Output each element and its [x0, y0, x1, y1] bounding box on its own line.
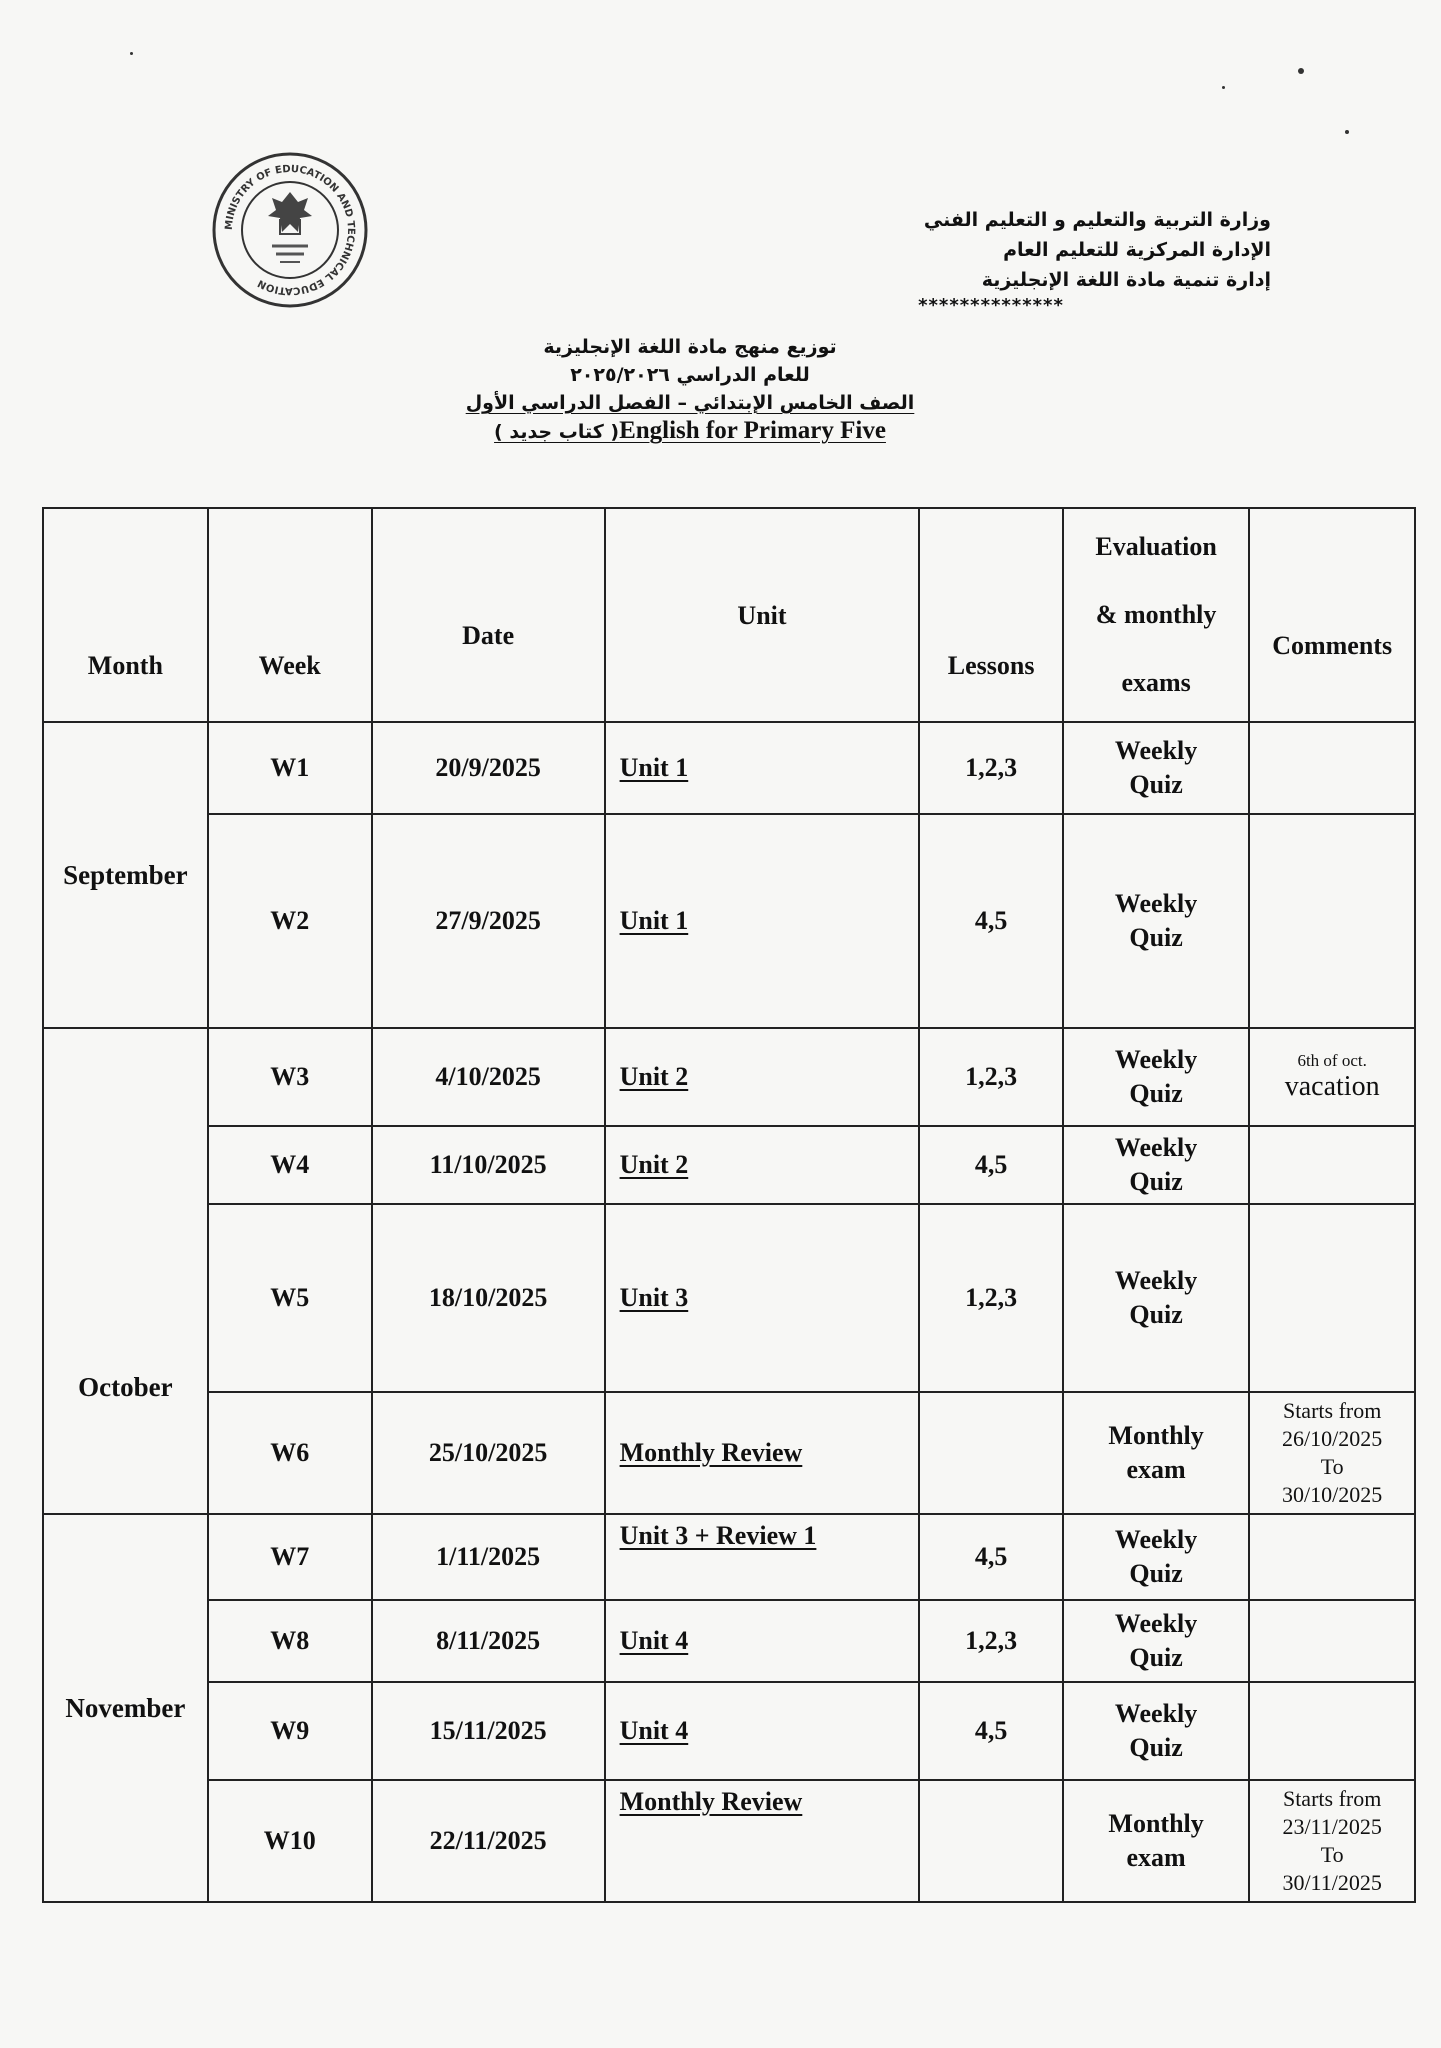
evaluation-line-1: Weekly	[1114, 1699, 1198, 1728]
comment-line-3: To	[1320, 1842, 1344, 1867]
evaluation-cell	[1063, 1600, 1249, 1682]
ministry-line-2: الإدارة المركزية للتعليم العام	[1003, 239, 1271, 261]
month-cell: November	[43, 1514, 208, 1902]
comment-cell	[1249, 1028, 1415, 1126]
evaluation-line-1: Weekly	[1114, 1266, 1198, 1295]
evaluation-cell	[1063, 1780, 1249, 1902]
evaluation-line-2: Quiz	[1129, 770, 1183, 799]
comment-cell	[1249, 722, 1415, 814]
date-cell: 1/11/2025	[372, 1514, 605, 1600]
unit-cell: Monthly Review	[605, 1780, 920, 1902]
unit-cell: Unit 2	[605, 1028, 920, 1126]
header-unit: Unit	[605, 508, 920, 722]
week-cell: W6	[208, 1392, 372, 1514]
week-cell: W3	[208, 1028, 372, 1126]
week-cell: W4	[208, 1126, 372, 1204]
week-cell: W1	[208, 722, 372, 814]
lessons-cell	[919, 1392, 1063, 1514]
evaluation-line-1: Weekly	[1114, 1609, 1198, 1638]
week-cell: W5	[208, 1204, 372, 1392]
title-book-note: ( كتاب جديد )	[494, 421, 620, 443]
title-line-3: الصف الخامس الإبتدائي – الفصل الدراسي الأول	[465, 392, 915, 414]
unit-cell: Unit 1	[605, 722, 920, 814]
table-row	[43, 722, 1415, 814]
evaluation-line-1: Weekly	[1114, 1045, 1198, 1074]
comment-cell	[1249, 1682, 1415, 1780]
evaluation-cell	[1063, 814, 1249, 1028]
table-row	[43, 1126, 1415, 1204]
evaluation-line-1: Weekly	[1114, 889, 1198, 918]
comment-cell	[1249, 814, 1415, 1028]
date-cell: 20/9/2025	[372, 722, 605, 814]
evaluation-cell	[1063, 1392, 1249, 1514]
comment-line-2: vacation	[1284, 1071, 1380, 1102]
scan-speck	[130, 52, 133, 55]
date-cell: 22/11/2025	[372, 1780, 605, 1902]
evaluation-line-1: Weekly	[1114, 1525, 1198, 1554]
comment-cell	[1249, 1392, 1415, 1514]
evaluation-line-1: Weekly	[1114, 736, 1198, 765]
date-cell: 25/10/2025	[372, 1392, 605, 1514]
lessons-cell: 4,5	[919, 814, 1063, 1028]
date-cell: 18/10/2025	[372, 1204, 605, 1392]
header-lessons: Lessons	[919, 508, 1063, 722]
week-cell: W10	[208, 1780, 372, 1902]
ministry-line-1: وزارة التربية والتعليم و التعليم الفني	[923, 209, 1271, 231]
comment-cell	[1249, 1514, 1415, 1600]
evaluation-cell	[1063, 1126, 1249, 1204]
evaluation-line-2: Quiz	[1129, 1733, 1183, 1762]
evaluation-line-2: Quiz	[1129, 1643, 1183, 1672]
date-cell: 11/10/2025	[372, 1126, 605, 1204]
evaluation-line-2: Quiz	[1129, 1079, 1183, 1108]
week-cell: W2	[208, 814, 372, 1028]
title-line-4	[380, 417, 1000, 446]
table-row	[43, 1780, 1415, 1902]
seal-text: MINISTRY OF EDUCATION AND TECHNICAL EDUCATION	[223, 163, 357, 297]
comment-line-2: 26/10/2025	[1282, 1426, 1383, 1451]
comment-cell	[1249, 1780, 1415, 1902]
evaluation-line-2: Quiz	[1129, 1559, 1183, 1588]
date-cell: 15/11/2025	[372, 1682, 605, 1780]
lessons-cell: 4,5	[919, 1682, 1063, 1780]
table-row	[43, 1028, 1415, 1126]
lessons-cell: 1,2,3	[919, 1600, 1063, 1682]
unit-cell: Unit 2	[605, 1126, 920, 1204]
comment-line-1: Starts from	[1282, 1398, 1382, 1423]
table-header-row	[43, 508, 1415, 722]
unit-cell: Unit 4	[605, 1682, 920, 1780]
document-title	[380, 333, 1000, 446]
evaluation-cell	[1063, 1682, 1249, 1780]
header-month: Month	[43, 508, 208, 722]
unit-cell: Unit 3 + Review 1	[605, 1514, 920, 1600]
unit-cell: Monthly Review	[605, 1392, 920, 1514]
evaluation-line-1: Monthly	[1108, 1809, 1204, 1838]
evaluation-cell	[1063, 722, 1249, 814]
header-evaluation-line-3: exams	[1121, 668, 1191, 697]
ministry-seal	[210, 150, 370, 310]
table-row	[43, 1204, 1415, 1392]
date-cell: 8/11/2025	[372, 1600, 605, 1682]
comment-cell	[1249, 1204, 1415, 1392]
header-stars: **************	[918, 295, 1064, 316]
lessons-cell: 4,5	[919, 1514, 1063, 1600]
svg-text:MINISTRY OF EDUCATION AND TECH	[224, 164, 356, 296]
scan-speck	[1298, 68, 1304, 74]
lessons-cell: 1,2,3	[919, 722, 1063, 814]
table-row	[43, 814, 1415, 1028]
date-cell: 27/9/2025	[372, 814, 605, 1028]
date-cell: 4/10/2025	[372, 1028, 605, 1126]
month-cell: October	[43, 1028, 208, 1514]
comment-line-3: To	[1320, 1454, 1344, 1479]
unit-cell: Unit 1	[605, 814, 920, 1028]
comment-line-4: 30/10/2025	[1282, 1482, 1383, 1507]
comment-cell	[1249, 1600, 1415, 1682]
month-cell: September	[43, 722, 208, 1028]
header-evaluation-line-2: & monthly	[1095, 600, 1217, 629]
week-cell: W9	[208, 1682, 372, 1780]
comment-line-1: Starts from	[1282, 1786, 1382, 1811]
header-evaluation	[1063, 508, 1249, 722]
curriculum-table	[42, 507, 1416, 1903]
lessons-cell	[919, 1780, 1063, 1902]
evaluation-line-2: Quiz	[1129, 923, 1183, 952]
unit-cell: Unit 3	[605, 1204, 920, 1392]
header-date: Date	[372, 508, 605, 722]
comment-line-2: 23/11/2025	[1282, 1814, 1382, 1839]
evaluation-cell	[1063, 1204, 1249, 1392]
title-book-name: English for Primary Five	[619, 417, 886, 444]
week-cell: W8	[208, 1600, 372, 1682]
evaluation-line-2: exam	[1126, 1843, 1186, 1872]
evaluation-line-1: Weekly	[1114, 1133, 1198, 1162]
title-line-1: توزيع منهج مادة اللغة الإنجليزية	[543, 336, 837, 358]
table-row	[43, 1600, 1415, 1682]
week-cell: W7	[208, 1514, 372, 1600]
comment-cell	[1249, 1126, 1415, 1204]
table-row	[43, 1514, 1415, 1600]
title-line-2: للعام الدراسي ٢٠٢٥/٢٠٢٦	[570, 364, 810, 386]
lessons-cell: 1,2,3	[919, 1204, 1063, 1392]
table-row	[43, 1682, 1415, 1780]
evaluation-line-2: Quiz	[1129, 1167, 1183, 1196]
scan-speck	[1345, 130, 1349, 134]
ministry-line-3: إدارة تنمية مادة اللغة الإنجليزية	[981, 269, 1271, 291]
unit-cell: Unit 4	[605, 1600, 920, 1682]
header-evaluation-line-1: Evaluation	[1095, 532, 1217, 561]
evaluation-cell	[1063, 1028, 1249, 1126]
evaluation-line-1: Monthly	[1108, 1421, 1204, 1450]
ministry-header	[751, 205, 1271, 317]
comment-line-4: 30/11/2025	[1282, 1870, 1382, 1895]
comment-line-1: 6th of oct.	[1297, 1051, 1367, 1070]
evaluation-line-2: exam	[1126, 1455, 1186, 1484]
lessons-cell: 1,2,3	[919, 1028, 1063, 1126]
evaluation-cell	[1063, 1514, 1249, 1600]
header-week: Week	[208, 508, 372, 722]
header-comments: Comments	[1249, 508, 1415, 722]
evaluation-line-2: Quiz	[1129, 1300, 1183, 1329]
lessons-cell: 4,5	[919, 1126, 1063, 1204]
table-row	[43, 1392, 1415, 1514]
scan-speck	[1222, 86, 1225, 89]
